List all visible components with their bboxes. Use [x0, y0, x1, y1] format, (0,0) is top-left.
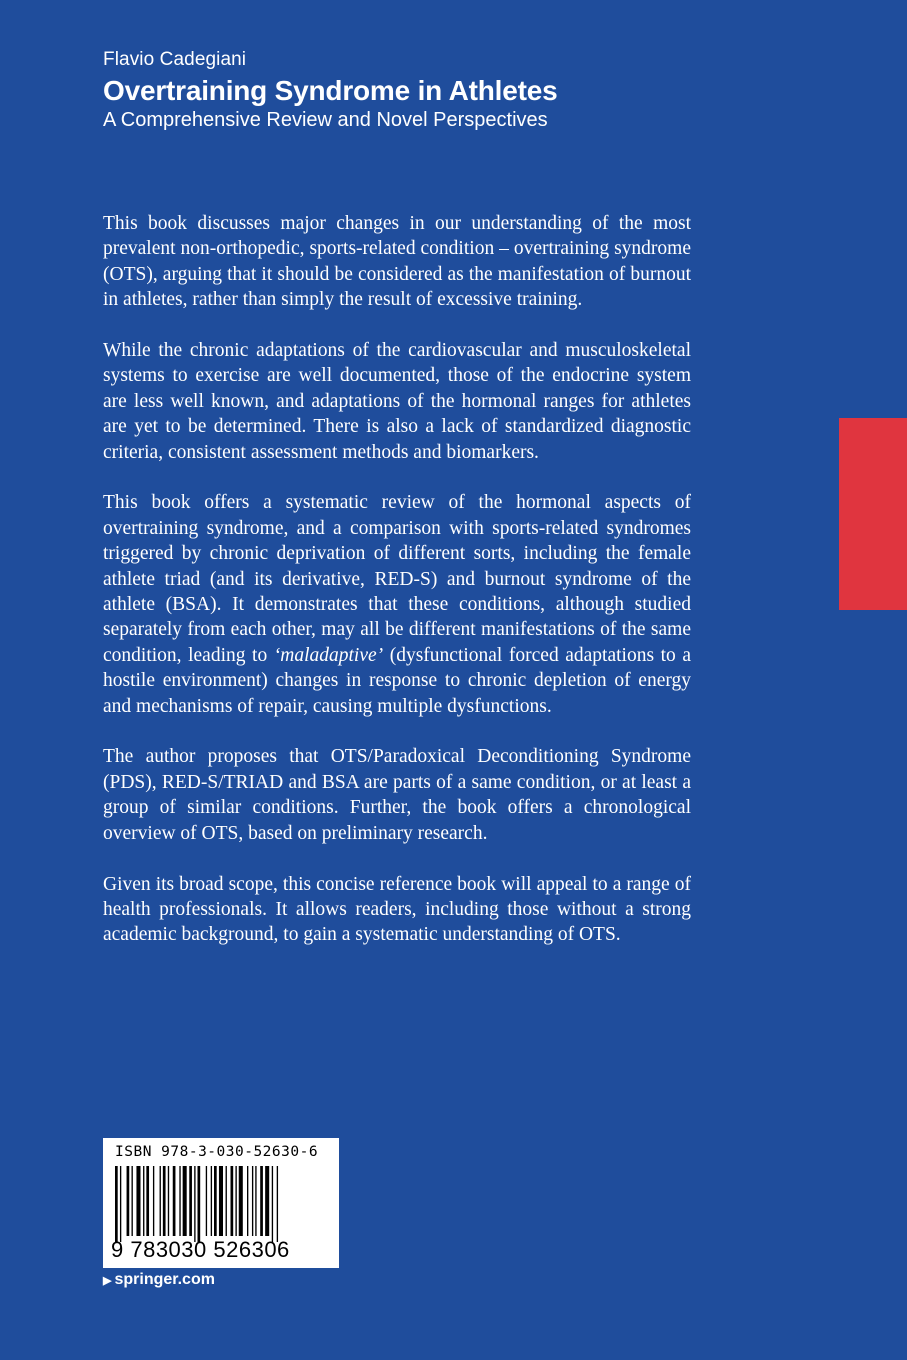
description-paragraph	[103, 490, 691, 719]
barcode-digits: 9 783030 526306	[111, 1237, 290, 1262]
isbn-label: ISBN 978-3-030-52630-6	[115, 1144, 319, 1160]
publisher-website: springer.com	[114, 1271, 215, 1288]
barcode-icon	[113, 1166, 329, 1246]
book-title: Overtraining Syndrome in Athletes	[103, 75, 558, 106]
author-name: Flavio Cadegiani	[103, 49, 247, 70]
red-accent-tab	[839, 418, 907, 610]
book-subtitle: A Comprehensive Review and Novel Perspectives	[103, 109, 548, 131]
description-paragraph: Given its broad scope, this concise reference book will appeal to a range of health professionals. It allows readers, including those without a strong academic background, to gain a systematic understanding of OTS.	[103, 873, 691, 946]
isbn-barcode-box	[103, 1138, 339, 1268]
publisher-link[interactable]	[103, 1271, 215, 1289]
paragraph-text: This book offers a systematic review of the hormonal aspects of overtraining syndrome, and a comparison with sports-related syndromes triggered by chronic deprivation of different sorts, including the female athlete triad (and its derivative, RED-S) and burnout syndrome of the athlete (BSA). It demonstrates that these conditions, although studied separately from each other, may all be different manifestations of the same condition, leading to	[103, 492, 691, 666]
cover-header	[103, 48, 803, 132]
description-paragraph: The author proposes that OTS/Paradoxical Deconditioning Syndrome (PDS), RED-S/TRIAD and BSA are parts of a same condition, or at least a group of similar conditions. Further, the book offers a chronological overview of OTS, based on preliminary research.	[103, 746, 691, 844]
triangle-right-icon: ▶	[103, 1274, 112, 1287]
italic-term: ‘maladaptive’	[273, 644, 384, 666]
paragraph-text: (dysfunctional forced adaptations to a hostile environment) changes in response to chronic depletion of energy and mechanisms of repair, causing multiple dysfunctions.	[103, 644, 691, 717]
book-description	[103, 211, 691, 973]
description-paragraph: This book discusses major changes in our understanding of the most prevalent non-orthopedic, sports-related condition – overtraining syndrome (OTS), arguing that it should be considered as the manifestation of burnout in athletes, rather than simply the result of excessive training.	[103, 213, 691, 311]
description-paragraph: While the chronic adaptations of the cardiovascular and musculoskeletal systems to exercise are well documented, those of the endocrine system are less well known, and adaptations of the hormonal ranges for athletes are yet to be determined. There is also a lack of standardized diagnostic criteria, consistent assessment methods and biomarkers.	[103, 340, 691, 463]
